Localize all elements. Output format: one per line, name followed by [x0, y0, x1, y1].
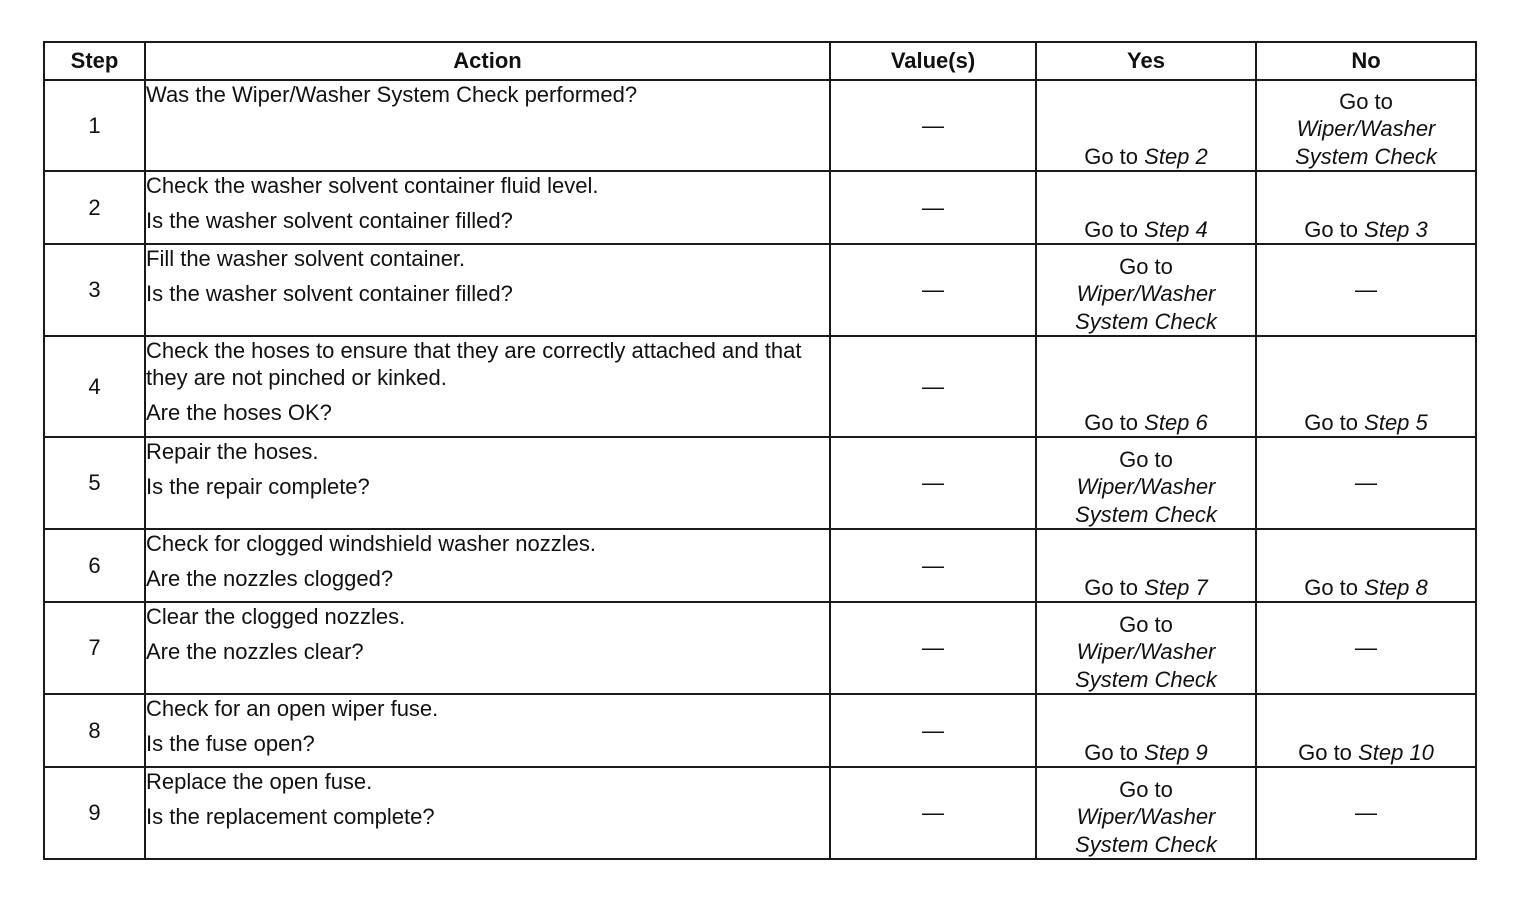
go-to-label: Go to [1084, 216, 1139, 242]
go-to-target: Step 7 [1144, 574, 1208, 600]
no-dash: — [1355, 470, 1377, 496]
value-dash: — [922, 800, 944, 825]
action-text: Clear the clogged nozzles. [146, 604, 406, 629]
action-cell [145, 171, 830, 244]
action-cell [145, 767, 830, 859]
step-number: 2 [44, 171, 145, 244]
value-dash: — [922, 112, 944, 138]
action-text: Replace the open fuse. [146, 769, 373, 794]
go-to-target: Step 9 [1144, 739, 1208, 765]
go-to-label: Go to [1119, 253, 1173, 279]
table-body [44, 80, 1476, 859]
table-row [44, 336, 1476, 437]
action-cell [145, 80, 830, 171]
go-to-target: Step 2 [1144, 143, 1208, 169]
no-cell [1256, 529, 1476, 602]
action-cell [145, 694, 830, 767]
step-number: 4 [44, 336, 145, 437]
step-number: 8 [44, 694, 145, 767]
action-cell [145, 336, 830, 437]
go-to-target: Wiper/Washer System Check [1075, 804, 1217, 857]
yes-cell [1036, 602, 1256, 694]
action-question: Is the fuse open? [146, 731, 315, 756]
header-no: No [1256, 42, 1476, 80]
no-dash: — [1355, 635, 1377, 661]
action-text: Check the washer solvent container fluid level. [146, 173, 599, 198]
action-question: Are the nozzles clogged? [146, 566, 394, 591]
go-to-label: Go to [1084, 409, 1139, 435]
value-cell [830, 244, 1036, 336]
go-to-label: Go to [1304, 216, 1359, 242]
no-dash: — [1355, 800, 1377, 826]
step-number: 1 [44, 80, 145, 171]
go-to-target: Step 10 [1358, 739, 1434, 765]
no-cell [1256, 80, 1476, 171]
header-step: Step [44, 42, 145, 80]
action-question: Are the hoses OK? [146, 400, 332, 425]
go-to-target: Step 5 [1364, 409, 1428, 435]
table-row [44, 437, 1476, 529]
yes-cell [1036, 694, 1256, 767]
action-cell [145, 244, 830, 336]
yes-cell [1036, 437, 1256, 529]
value-cell [830, 602, 1036, 694]
action-question: Is the washer solvent container filled? [146, 208, 513, 233]
yes-cell [1036, 529, 1256, 602]
table-row [44, 694, 1476, 767]
step-number: 3 [44, 244, 145, 336]
go-to-target: Step 8 [1364, 574, 1428, 600]
value-cell [830, 171, 1036, 244]
go-to-label: Go to [1084, 574, 1139, 600]
yes-cell [1036, 244, 1256, 336]
go-to-label: Go to [1084, 739, 1139, 765]
no-cell [1256, 171, 1476, 244]
go-to-label: Go to [1084, 143, 1139, 169]
yes-cell [1036, 336, 1256, 437]
go-to-label: Go to [1339, 88, 1393, 114]
go-to-label: Go to [1119, 446, 1173, 472]
header-values: Value(s) [830, 42, 1036, 80]
value-cell [830, 529, 1036, 602]
value-cell [830, 694, 1036, 767]
header-row [44, 42, 1476, 80]
header-yes: Yes [1036, 42, 1256, 80]
action-question: Is the replacement complete? [146, 804, 435, 829]
step-number: 7 [44, 602, 145, 694]
value-dash: — [922, 194, 944, 220]
table-row [44, 602, 1476, 694]
table-row [44, 244, 1476, 336]
go-to-target: Step 3 [1364, 216, 1428, 242]
action-cell [145, 602, 830, 694]
table-row [44, 80, 1476, 171]
go-to-target: Wiper/Washer System Check [1295, 116, 1437, 169]
go-to-label: Go to [1298, 739, 1352, 765]
action-text: Check the hoses to ensure that they are correctly attached and that they are not pinched or kinked. [146, 338, 802, 390]
action-text: Was the Wiper/Washer System Check performed? [146, 82, 638, 107]
value-dash: — [922, 552, 944, 578]
action-question: Are the nozzles clear? [146, 639, 364, 664]
go-to-target: Wiper/Washer System Check [1075, 281, 1217, 334]
action-text: Repair the hoses. [146, 439, 319, 464]
action-question: Is the washer solvent container filled? [146, 281, 513, 306]
yes-cell [1036, 171, 1256, 244]
step-number: 6 [44, 529, 145, 602]
step-number: 9 [44, 767, 145, 859]
yes-cell [1036, 80, 1256, 171]
value-dash: — [922, 373, 944, 399]
go-to-label: Go to [1119, 776, 1173, 802]
no-cell [1256, 767, 1476, 859]
go-to-label: Go to [1304, 409, 1359, 435]
go-to-label: Go to [1119, 611, 1173, 637]
no-cell [1256, 244, 1476, 336]
action-cell [145, 437, 830, 529]
go-to-target: Wiper/Washer System Check [1075, 639, 1217, 692]
action-text: Fill the washer solvent container. [146, 246, 466, 271]
value-dash: — [922, 470, 944, 495]
go-to-label: Go to [1304, 574, 1359, 600]
action-cell [145, 529, 830, 602]
no-dash: — [1355, 277, 1377, 303]
table-row [44, 171, 1476, 244]
action-text: Check for clogged windshield washer nozzles. [146, 531, 597, 556]
go-to-target: Step 4 [1144, 216, 1208, 242]
step-number: 5 [44, 437, 145, 529]
value-cell [830, 767, 1036, 859]
table-row [44, 767, 1476, 859]
no-cell [1256, 336, 1476, 437]
diagnostic-table [43, 41, 1477, 860]
action-text: Check for an open wiper fuse. [146, 696, 439, 721]
value-cell [830, 437, 1036, 529]
action-question: Is the repair complete? [146, 474, 370, 499]
value-dash: — [922, 277, 944, 302]
value-dash: — [922, 717, 944, 743]
header-action: Action [145, 42, 830, 80]
value-cell [830, 336, 1036, 437]
no-cell [1256, 602, 1476, 694]
go-to-target: Step 6 [1144, 409, 1208, 435]
value-cell [830, 80, 1036, 171]
value-dash: — [922, 635, 944, 660]
table-row [44, 529, 1476, 602]
no-cell [1256, 694, 1476, 767]
yes-cell [1036, 767, 1256, 859]
go-to-target: Wiper/Washer System Check [1075, 474, 1217, 527]
no-cell [1256, 437, 1476, 529]
